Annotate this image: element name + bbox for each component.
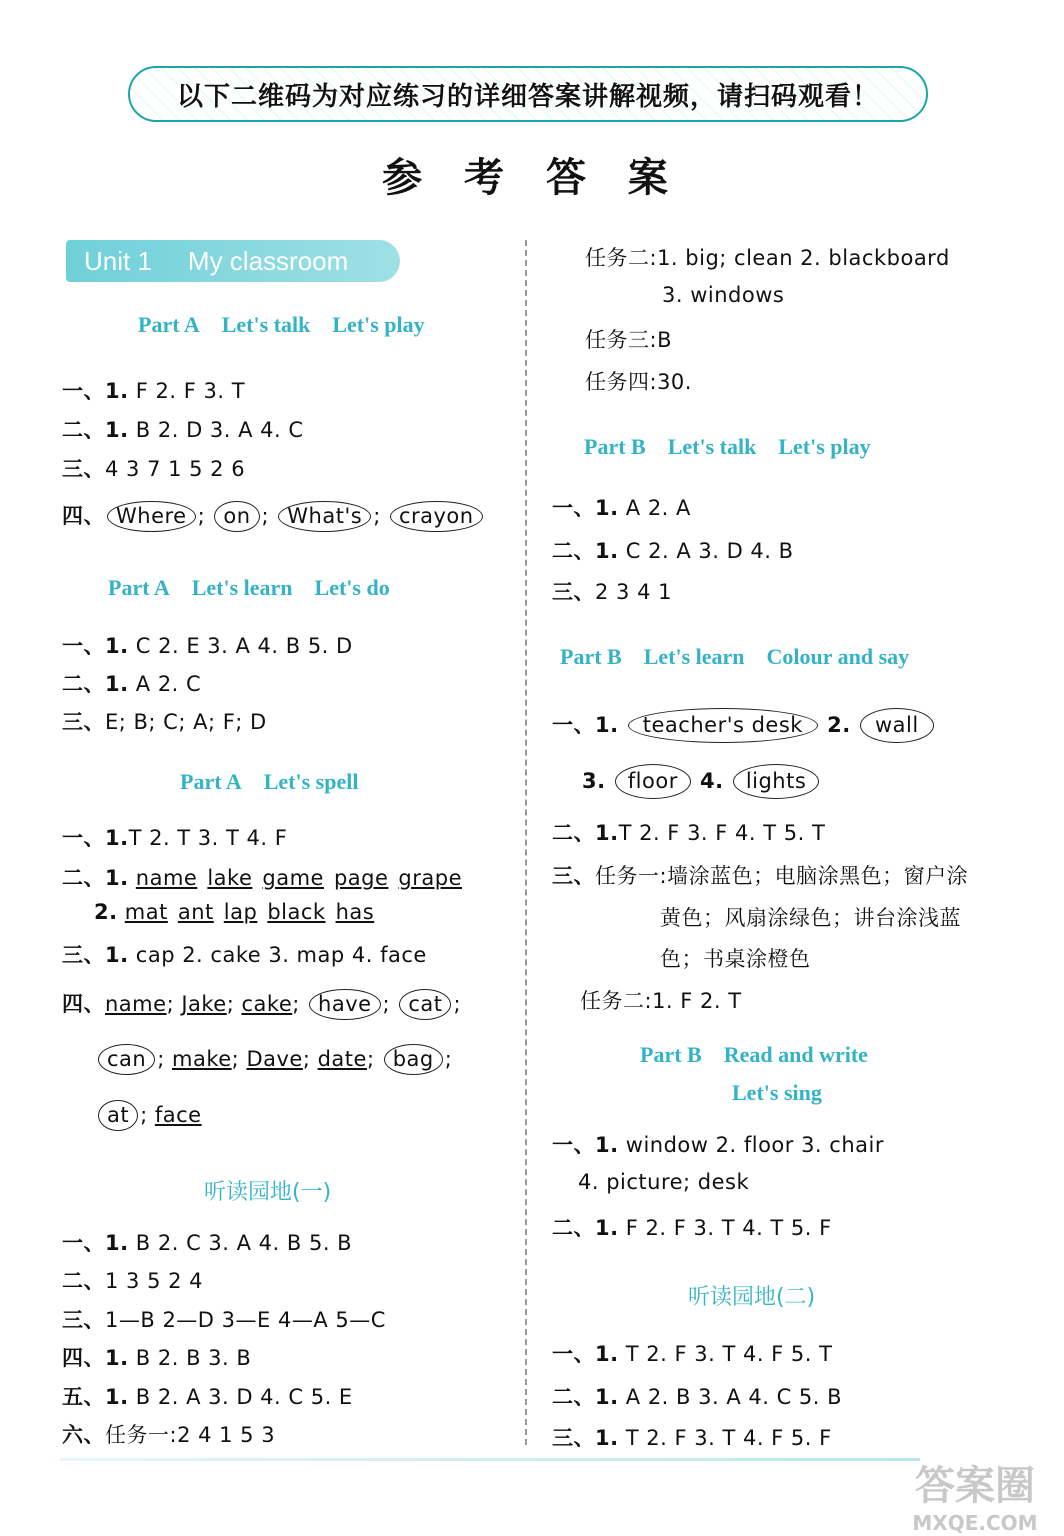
- answer-row: 六、任务一:2 4 1 5 3: [62, 1423, 276, 1447]
- unit-number: Unit 1: [84, 245, 152, 276]
- answer-row: 任务二:1. big; clean 2. blackboard: [585, 246, 950, 270]
- unit-title: My classroom: [187, 245, 349, 276]
- circled-word: Where: [107, 501, 196, 532]
- answer-row: 一、1. C 2. E 3. A 4. B 5. D: [62, 634, 353, 658]
- section-heading-part-b-read: Part B Read and write: [640, 1042, 868, 1067]
- answer-row-mixed: 四、name; Jake; cake; have ; cat ;: [62, 988, 461, 1020]
- answer-row: 二、1.T 2. F 3. F 4. T 5. T: [552, 821, 826, 845]
- answer-row: 一、1. B 2. C 3. A 4. B 5. B: [62, 1231, 353, 1255]
- answer-row: 四、1. B 2. B 3. B: [62, 1346, 252, 1370]
- section-heading-part-b-learn: Part B Let's learn Colour and say: [560, 644, 910, 669]
- circled-word: What's: [278, 501, 371, 532]
- answer-row: 三、任务一:墙涂蓝色；电脑涂黑色；窗户涂: [552, 864, 969, 888]
- answer-row: 一、1. T 2. F 3. T 4. F 5. T: [552, 1342, 833, 1366]
- answer-row: 一、1. window 2. floor 3. chair: [552, 1133, 884, 1157]
- answer-row: 二、1. F 2. F 3. T 4. T 5. F: [552, 1216, 832, 1240]
- answer-row-underlined: 2. mat ant lap black has: [94, 900, 375, 924]
- answer-row: 二、1. A 2. C: [62, 672, 202, 696]
- unit-badge: [66, 240, 400, 282]
- answer-row-mixed: can ; make; Dave; date; bag ;: [96, 1044, 452, 1075]
- section-heading-listening-2: 听读园地(二): [688, 1285, 816, 1310]
- answer-row: 三、1. cap 2. cake 3. map 4. face: [62, 943, 427, 967]
- answer-row-mixed: at ; face: [96, 1100, 212, 1131]
- answer-row: 二、1. C 2. A 3. D 4. B: [552, 539, 794, 563]
- answer-row: 黄色；风扇涂绿色；讲台涂浅蓝: [660, 906, 961, 930]
- circled-word: crayon: [390, 501, 483, 532]
- watermark-logo: 答案圈 MXQE.COM: [912, 1463, 1038, 1535]
- answer-row-underlined: 二、1. name lake game page grape: [62, 866, 463, 890]
- heading-part: Part A: [138, 312, 200, 337]
- answer-row: 4. picture; desk: [578, 1170, 750, 1194]
- answer-row: 三、4 3 7 1 5 2 6: [62, 457, 246, 481]
- answer-row: 一、1. F 2. F 3. T: [62, 379, 246, 403]
- column-divider: [525, 240, 527, 1445]
- answer-row: 3. windows: [662, 283, 785, 307]
- answer-row: 任务四:30.: [585, 370, 692, 394]
- circled-word: on: [214, 501, 259, 532]
- heading-sub-2: Let's play: [332, 312, 425, 337]
- answer-row: 一、1. A 2. A: [552, 496, 691, 520]
- answer-row: 三、1. T 2. F 3. T 4. F 5. F: [552, 1426, 832, 1450]
- answer-row: 二、1. B 2. D 3. A 4. C: [62, 418, 304, 442]
- section-heading-part-b-sing: Let's sing: [732, 1080, 822, 1105]
- answer-row-circled: 四、 Where ; on ; What's ; crayon: [62, 500, 485, 532]
- heading-sub-1: Let's talk: [221, 312, 311, 337]
- section-heading-part-a-talk: [138, 312, 447, 338]
- answer-row: 二、1. A 2. B 3. A 4. C 5. B: [552, 1385, 843, 1409]
- section-heading-listening-1: 听读园地(一): [204, 1180, 332, 1205]
- answer-row: 任务三:B: [585, 328, 672, 352]
- section-heading-part-a-spell: Part A Let's spell: [180, 769, 359, 794]
- answer-row: 任务二:1. F 2. T: [580, 989, 742, 1013]
- answer-row: 色；书桌涂橙色: [660, 947, 811, 971]
- answer-row: 三、1—B 2—D 3—E 4—A 5—C: [62, 1308, 386, 1332]
- answer-row-circled: 一、1. teacher's desk 2. wall: [552, 708, 936, 743]
- video-banner: 以下二维码为对应练习的详细答案讲解视频，请扫码观看！: [128, 66, 928, 122]
- footer-line: [60, 1458, 920, 1461]
- section-heading-part-a-learn: Part A Let's learn Let's do: [108, 575, 390, 600]
- answer-row: 三、2 3 4 1: [552, 580, 672, 604]
- answer-row: 一、1.T 2. T 3. T 4. F: [62, 826, 288, 850]
- page-title: 参 考 答 案: [382, 155, 682, 201]
- answer-row: 三、E; B; C; A; F; D: [62, 710, 267, 734]
- answer-row-circled: 3. floor 4. lights: [582, 764, 821, 799]
- answer-row: 二、1 3 5 2 4: [62, 1269, 204, 1293]
- answer-row: 五、1. B 2. A 3. D 4. C 5. E: [62, 1385, 353, 1409]
- section-heading-part-b-talk: Part B Let's talk Let's play: [584, 434, 871, 459]
